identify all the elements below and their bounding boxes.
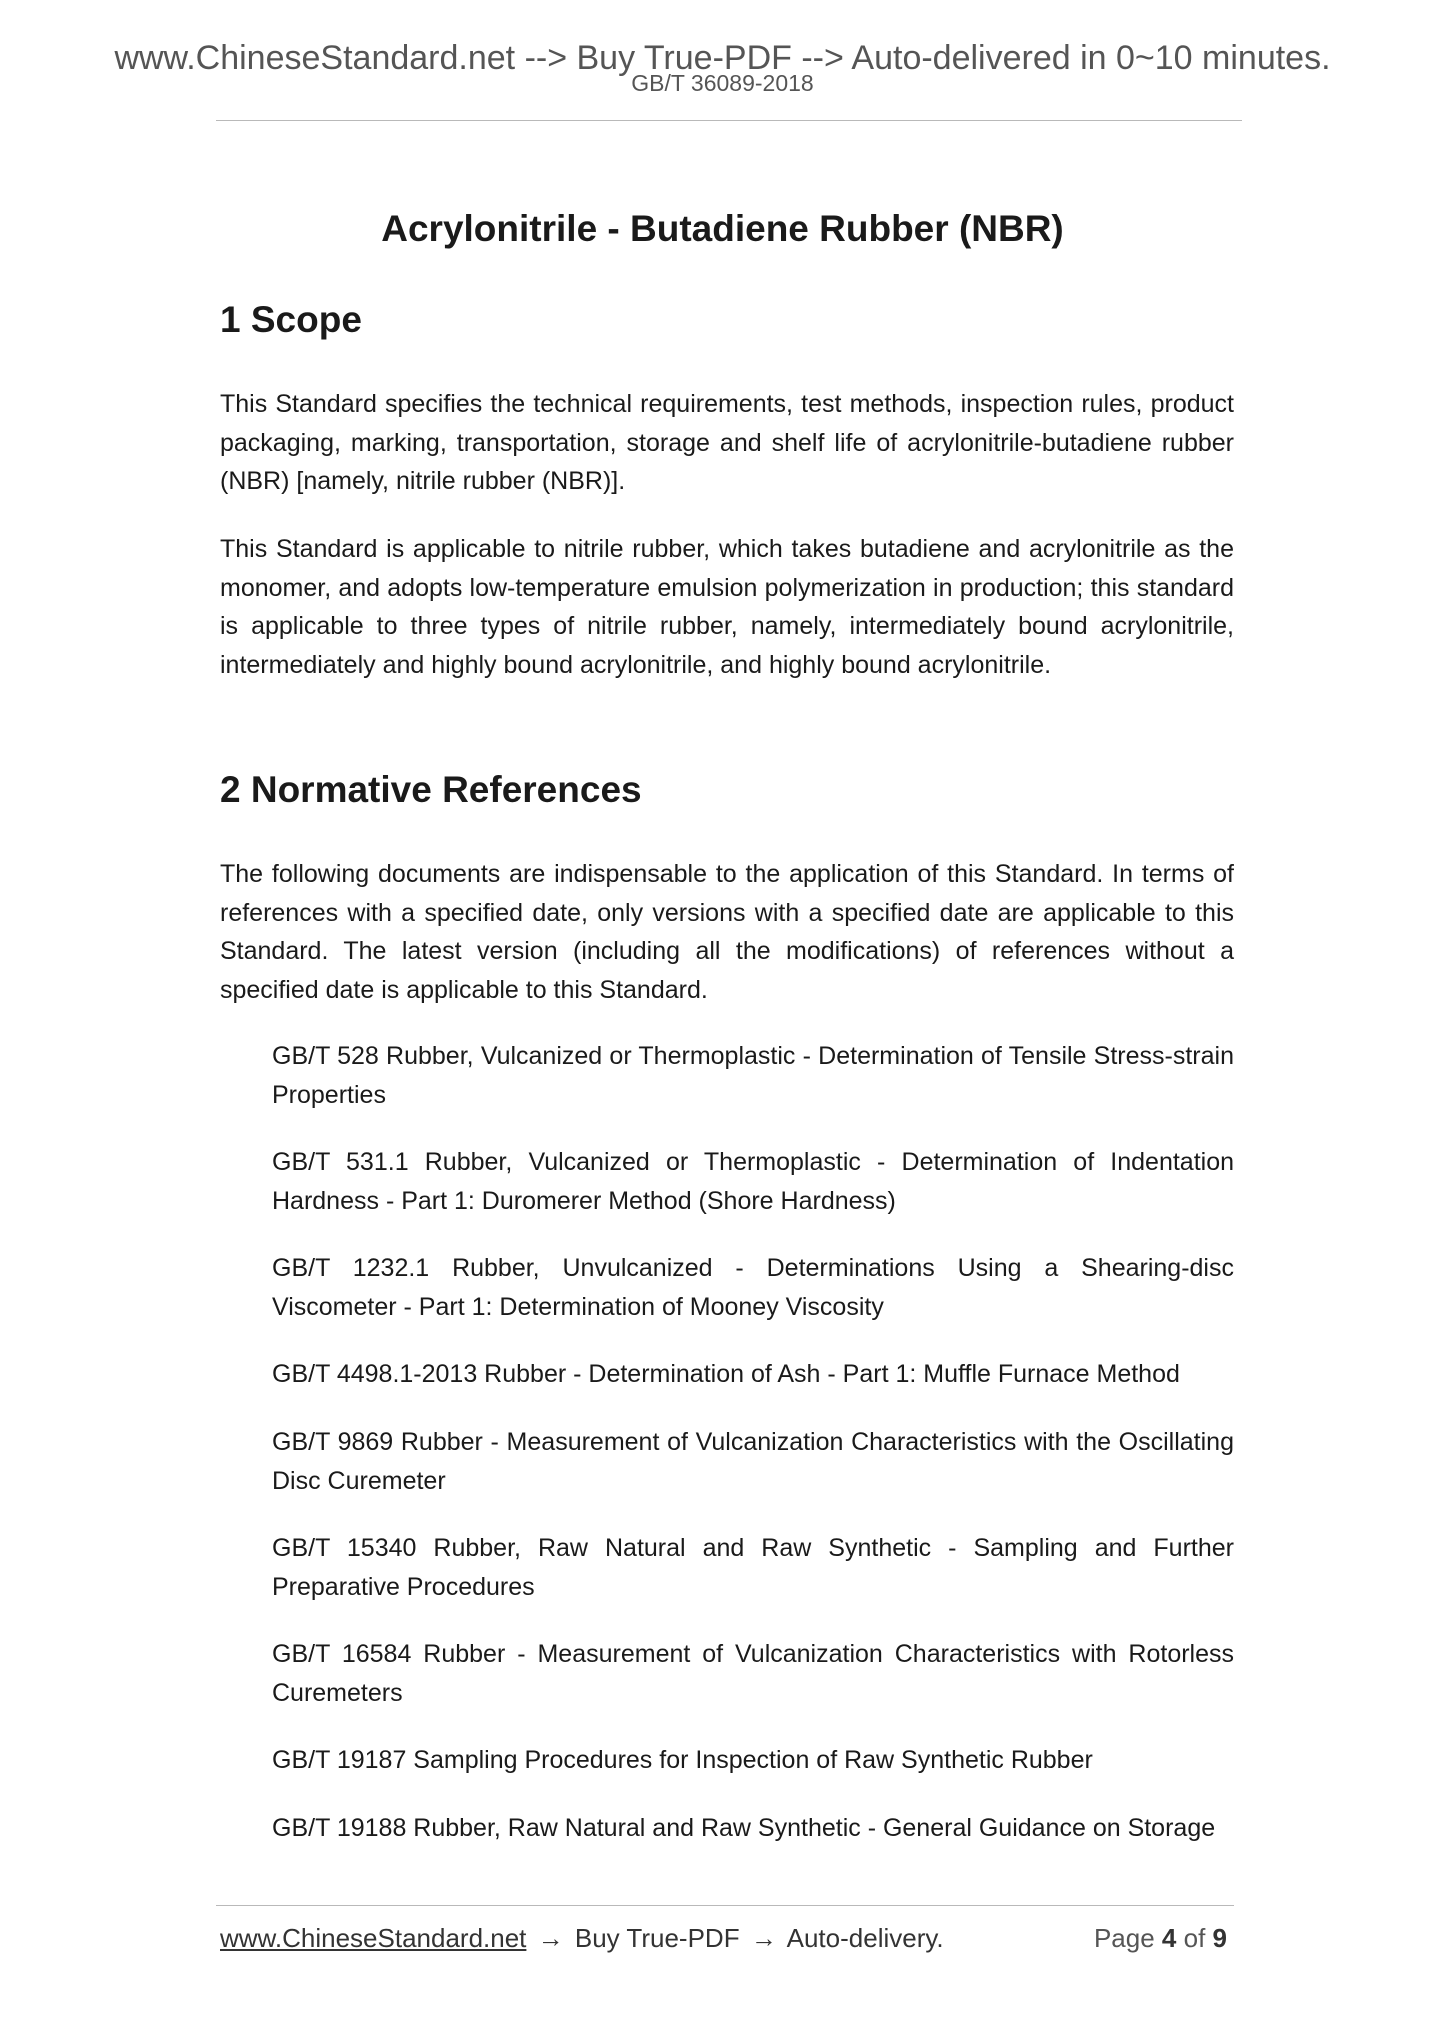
page-of-label: of — [1183, 1923, 1206, 1953]
arrow-right-icon: → — [750, 1923, 777, 1953]
scope-paragraph: This Standard is applicable to nitrile rubber, which takes butadiene and acrylonitrile as the monomer, and adopts low-temperature emulsion polymerization in production; this standard is applicable to three types of nitrile rubber, namely, intermediately bound acrylonitrile, intermediately and highly bound acrylonitrile, and highly bound acrylonitrile. — [220, 535, 1234, 679]
footer-delivery-text: Auto-delivery. — [786, 1923, 944, 1953]
footer-buy-text: Buy True-PDF — [574, 1923, 740, 1953]
reference-item: GB/T 9869 Rubber - Measurement of Vulcanization Characteristics with the Oscillating Disc Curemeter — [272, 1428, 1234, 1495]
normative-intro-paragraph: The following documents are indispensable to the application of this Standard. In terms of references with a specified date, only versions with a specified date are applicable to this Standard. The latest version (including all the modifications) of references without a specified date is applicable to this Standard. — [220, 860, 1234, 1004]
reference-item: GB/T 528 Rubber, Vulcanized or Thermoplastic - Determination of Tensile Stress-strain Properties — [272, 1042, 1234, 1109]
section-heading-scope: 1 Scope — [220, 299, 362, 340]
section-heading-normative-references: 2 Normative References — [220, 769, 642, 810]
footer-divider — [216, 1905, 1234, 1906]
scope-paragraph: This Standard specifies the technical requirements, test methods, inspection rules, product packaging, marking, transportation, storage and shelf life of acrylonitrile-butadiene rubber (NBR) [namely, nitrile rubber (NBR)]. — [220, 390, 1234, 495]
reference-item: GB/T 531.1 Rubber, Vulcanized or Thermoplastic - Determination of Indentation Hardness - Part 1: Duromerer Method (Shore Hardness) — [272, 1148, 1234, 1215]
header-divider — [216, 120, 1242, 121]
reference-list — [272, 1037, 1234, 1915]
page-current: 4 — [1161, 1923, 1177, 1953]
reference-item: GB/T 1232.1 Rubber, Unvulcanized - Determinations Using a Shearing-disc Viscometer - Part 1: Determination of Mooney Viscosity — [272, 1254, 1234, 1321]
footer-site-link[interactable]: www.ChineseStandard.net — [220, 1923, 527, 1953]
reference-item: GB/T 15340 Rubber, Raw Natural and Raw Synthetic - Sampling and Further Preparative Procedures — [272, 1534, 1234, 1601]
reference-item: GB/T 16584 Rubber - Measurement of Vulcanization Characteristics with Rotorless Curemeters — [272, 1640, 1234, 1707]
page-total: 9 — [1212, 1923, 1227, 1953]
page-label: Page — [1093, 1923, 1155, 1953]
page-number — [1094, 1922, 1227, 1954]
reference-item: GB/T 19187 Sampling Procedures for Inspection of Raw Synthetic Rubber — [272, 1746, 1093, 1774]
reference-item: GB/T 4498.1-2013 Rubber - Determination of Ash - Part 1: Muffle Furnace Method — [272, 1360, 1180, 1388]
document-title: Acrylonitrile - Butadiene Rubber (NBR) — [381, 207, 1064, 249]
site-banner: www.ChineseStandard.net --> Buy True-PDF --> Auto-delivered in 0~10 minutes. — [114, 39, 1331, 77]
document-code: GB/T 36089-2018 — [631, 70, 814, 96]
footer-promo — [220, 1922, 944, 1954]
reference-item: GB/T 19188 Rubber, Raw Natural and Raw Synthetic - General Guidance on Storage — [272, 1814, 1216, 1842]
arrow-right-icon: → — [537, 1923, 564, 1953]
